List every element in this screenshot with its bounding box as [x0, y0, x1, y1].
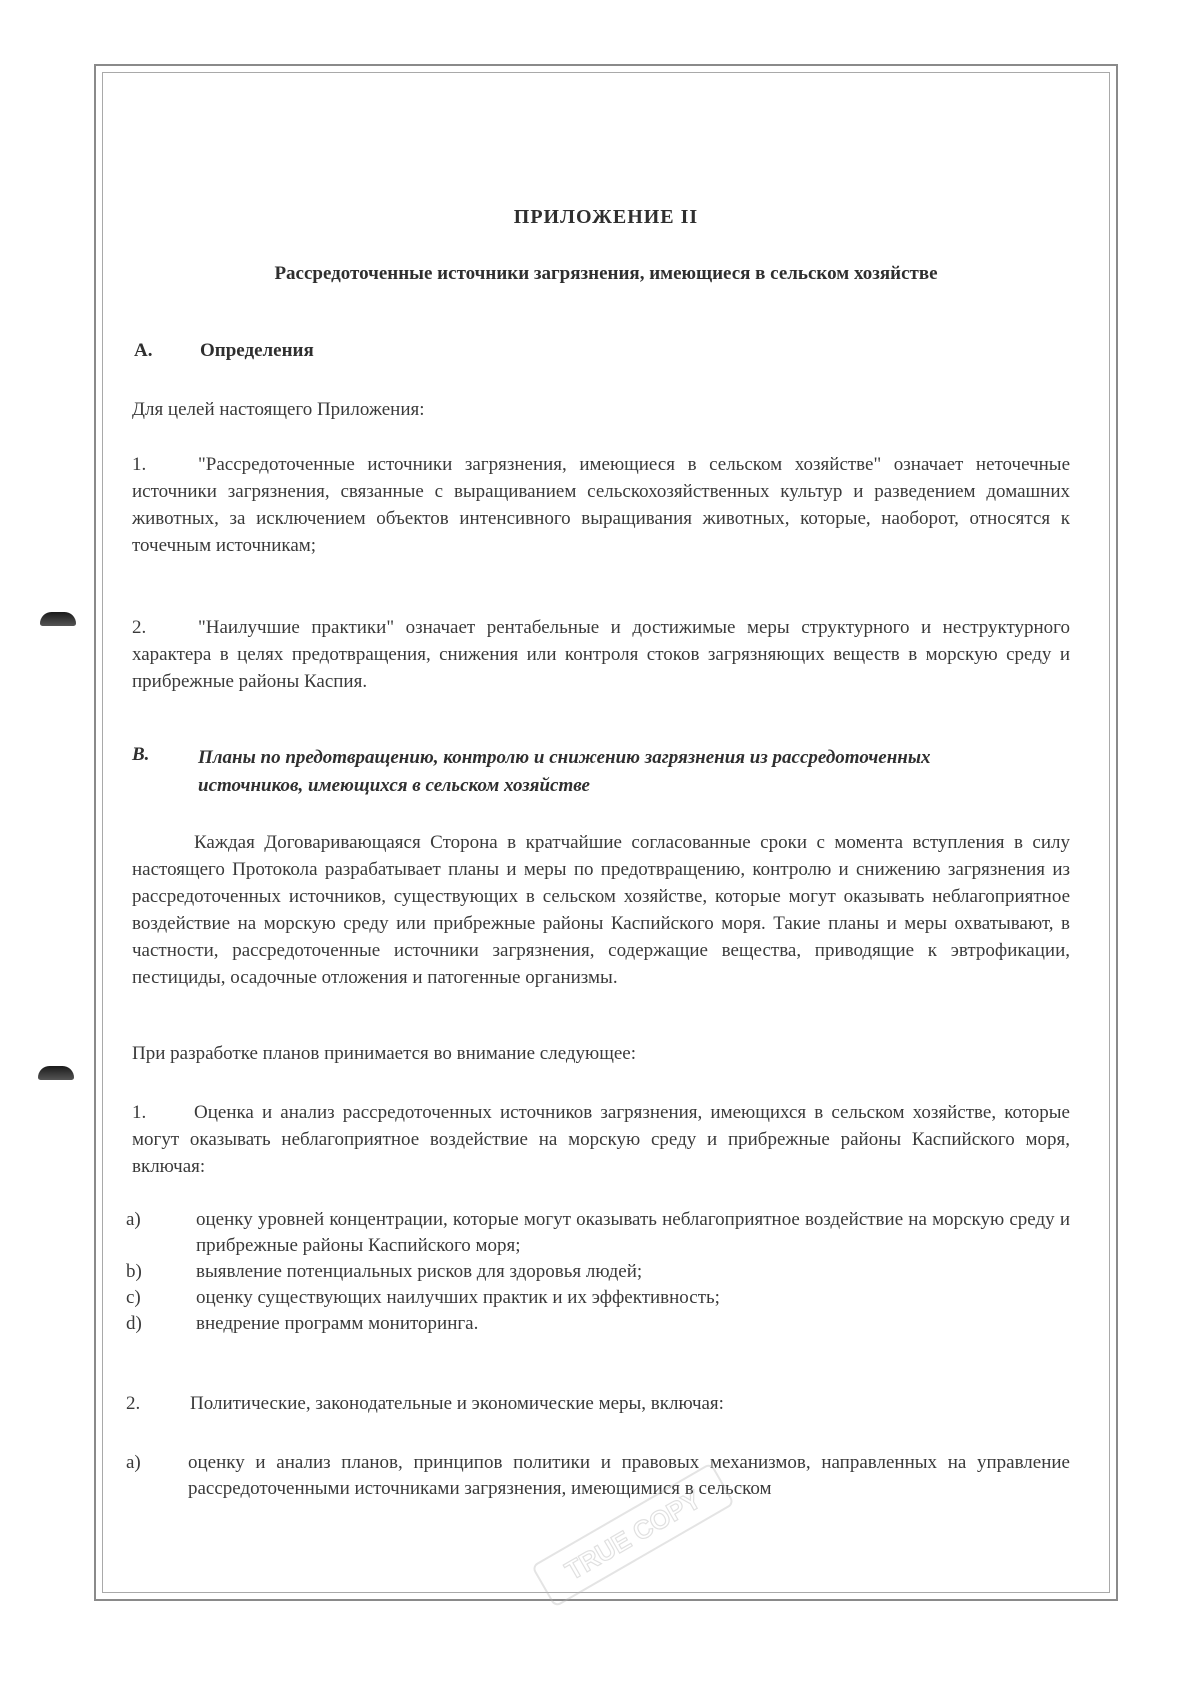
- item-1-sub-a-letter: a): [126, 1209, 141, 1230]
- definition-2-text: "Наилучшие практики" означает рентабельные и достижимые меры структурного и неструктурного характера в целях предотвращения, снижения или контроля стоков загрязняющих веществ в морскую среду и прибрежные районы Каспия.: [132, 617, 1070, 692]
- section-b-letter: B.: [132, 744, 150, 765]
- definition-1-number: 1.: [132, 454, 147, 475]
- section-b-title: Планы по предотвращению, контролю и снижению загрязнения из рассредоточенных источников, имеющихся в сельском хозяйстве: [198, 747, 931, 796]
- section-b-paragraph: Каждая Договаривающаяся Сторона в кратчайшие согласованные сроки с момента вступления в силу настоящего Протокола разрабатывает планы и меры по предотвращению, контролю и снижению загрязнения из рассредоточенных источников, существующих в сельском хозяйстве, которые могут оказывать неблагоприятное воздействие на морскую среду или прибрежные районы Каспийского моря. Такие планы и меры охватывают, в частности, рассредоточенные источники загрязнения, содержащие вещества, приводящие к эвтрофикации, пестициды, осадочные отложения и патогенные организмы.: [132, 832, 1070, 988]
- item-1-sub-b-letter: b): [126, 1261, 142, 1282]
- definition-1-text: "Рассредоточенные источники загрязнения, имеющиеся в сельском хозяйстве" означает неточечные источники загрязнения, связанные с выращиванием сельскохозяйственных культур и разведением домашних животных, за исключением объектов интенсивного выращивания животных, которые, наоборот, относятся к точечным источникам;: [132, 454, 1070, 556]
- section-b-consider-intro: При разработке планов принимается во внимание следующее:: [132, 1043, 637, 1064]
- section-a-intro: Для целей настоящего Приложения:: [132, 399, 425, 420]
- appendix-title: ПРИЛОЖЕНИЕ II: [513, 206, 699, 228]
- item-1-sub-a-text: оценку уровней концентрации, которые могут оказывать неблагоприятное воздействие на морскую среду и прибрежные районы Каспийского моря;: [196, 1209, 1070, 1256]
- item-1-sub-d-letter: d): [126, 1313, 142, 1334]
- punch-hole-bottom: [38, 1066, 74, 1080]
- item-2-text: Политические, законодательные и экономические меры, включая:: [190, 1393, 724, 1414]
- item-1-text: Оценка и анализ рассредоточенных источников загрязнения, имеющихся в сельском хозяйстве, которые могут оказывать неблагоприятное воздействие на морскую среду и прибрежные районы Каспийского моря, включая:: [132, 1102, 1070, 1177]
- item-1-number: 1.: [132, 1102, 147, 1123]
- item-1-sub-c-letter: c): [126, 1287, 141, 1308]
- definition-2-number: 2.: [132, 617, 147, 638]
- item-1-sub-c-text: оценку существующих наилучших практик и их эффективность;: [196, 1287, 720, 1308]
- item-2-sub-a-text: оценку и анализ планов, принципов политики и правовых механизмов, направленных на управление рассредоточенными источниками загрязнения, имеющимися в сельском: [188, 1452, 1070, 1499]
- item-2-sub-a-letter: a): [126, 1452, 141, 1473]
- appendix-subtitle: Рассредоточенные источники загрязнения, имеющиеся в сельском хозяйстве: [274, 263, 938, 284]
- punch-hole-top: [40, 612, 76, 626]
- section-a-title: Определения: [200, 340, 314, 361]
- section-a-letter: A.: [134, 340, 153, 361]
- item-1-sub-d-text: внедрение программ мониторинга.: [196, 1313, 479, 1334]
- item-1-sub-b-text: выявление потенциальных рисков для здоровья людей;: [196, 1261, 643, 1282]
- stamp-text: TRUE COPY: [559, 1484, 707, 1586]
- item-2-number: 2.: [126, 1393, 141, 1414]
